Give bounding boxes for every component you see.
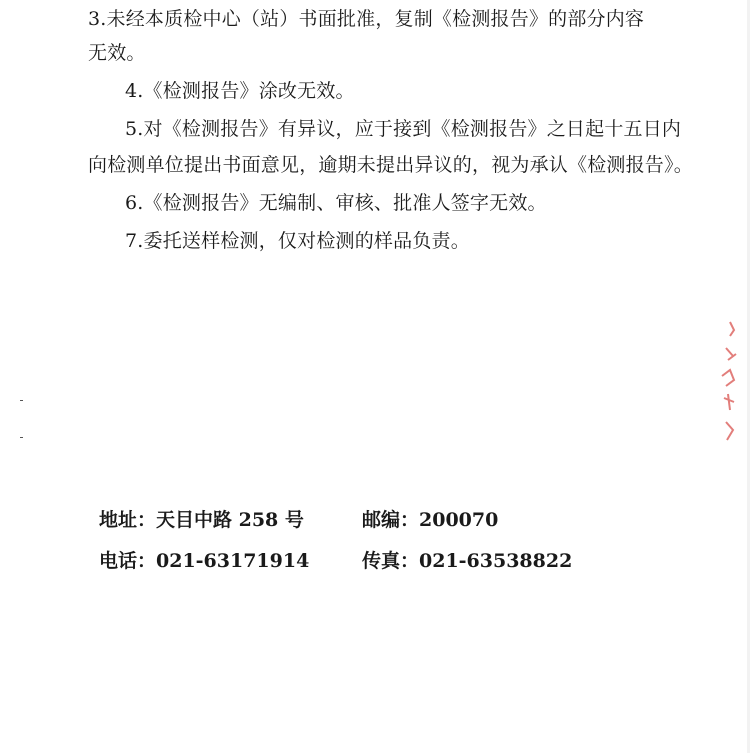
note-5-line-1: 5.对《检测报告》有异议，应于接到《检测报告》之日起十五日内	[125, 118, 682, 140]
note-3-line-1: 3.未经本质检中心（站）书面批准，复制《检测报告》的部分内容	[88, 8, 645, 30]
note-6: 6.《检测报告》无编制、审核、批准人签字无效。	[125, 192, 547, 214]
postcode: 邮编：200070	[362, 509, 499, 531]
note-7: 7.委托送样检测，仅对检测的样品负责。	[125, 230, 470, 252]
fax: 传真：021-63538822	[362, 550, 573, 572]
note-5-line-2: 向检测单位提出书面意见，逾期未提出异议的，视为承认《检测报告》。	[88, 154, 693, 176]
note-3-line-2: 无效。	[88, 42, 146, 64]
red-stamp-edge	[700, 318, 740, 448]
address: 地址：天目中路 258 号	[99, 509, 304, 531]
note-4: 4.《检测报告》涂改无效。	[125, 80, 355, 102]
scan-mark	[20, 437, 23, 438]
scan-mark	[20, 400, 23, 401]
phone: 电话：021-63171914	[99, 550, 310, 572]
